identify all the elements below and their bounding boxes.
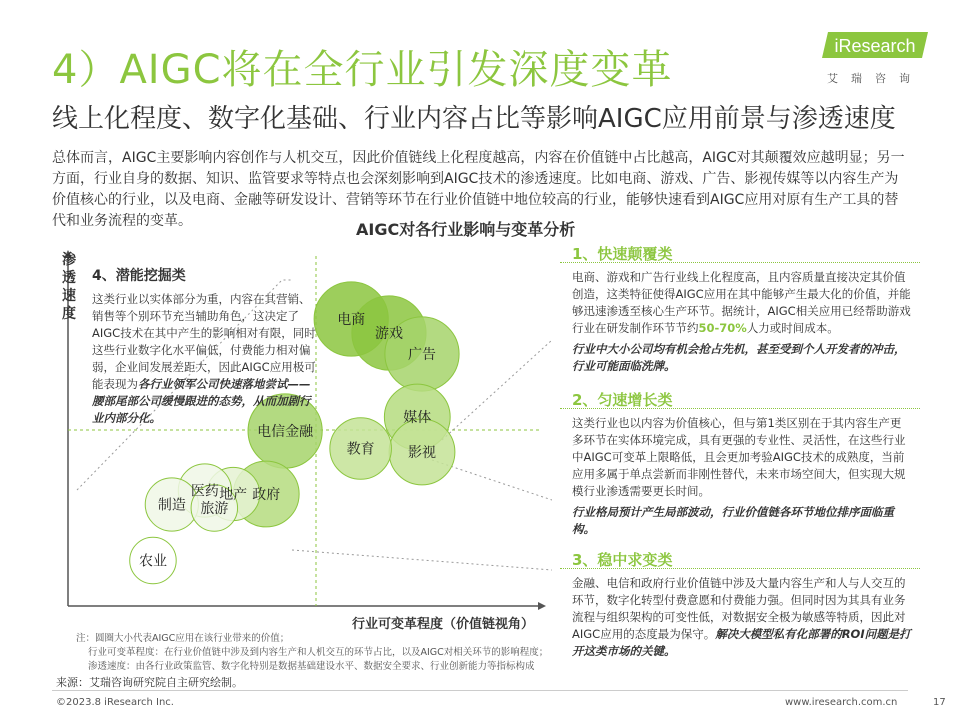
chart-title: AIGC对各行业影响与变革分析 — [356, 220, 576, 239]
note-line: 渗透速度：由各行业政策监管、数字化特别是数据基础建设水平、数据安全要求、行业创新能力等指标构成 — [88, 661, 535, 672]
section-2-body: 这类行业也以内容为价值核心，但与第1类区别在于其内容生产更多环节在实体环境完成，具有更强的专业性、灵活性，在这些行业中AIGC可变革上限略低，且会更加考验AIGC技术的成熟度，当前应用多属于单点尝新而非刚性替代，未来市场空间大，但实现大规模行业渗透需要更长时间。 — [572, 416, 906, 498]
section-1-body: 电商、游戏和广告行业线上化程度高，且内容质量直接决定其价值创造，这类特征使得AIGC应用在其中能够产生最大化的价值，并能够迅速渗透至核心生产环节。据统计，AIGC相关应用已经帮助游戏行业在研发制作环节节约 — [572, 270, 911, 335]
logo-mark — [820, 30, 930, 60]
note-line: 注：圆圈大小代表AIGC应用在该行业带来的价值； — [76, 633, 290, 644]
bubble-label: 游戏 — [374, 326, 403, 342]
bubble-label: 农业 — [138, 553, 167, 570]
section-2-emphasis: 行业格局预计产生局部波动，行业价值链各环节地位排序面临重构。 — [572, 505, 894, 536]
page-title: 4）AIGC将在全行业引发深度变革 — [52, 47, 673, 93]
bubble-label: 制造 — [157, 497, 186, 514]
copyright-text: ©2023.8 iResearch Inc. — [56, 697, 174, 708]
y-axis-label-3: 速 — [62, 288, 76, 304]
section-1 — [572, 246, 912, 375]
section-1-heading: 1、快速颠覆类 — [572, 245, 673, 263]
section-1-body-end: 人力或时间成本。 — [746, 321, 839, 335]
section-1-emphasis: 行业中大小公司均有机会抢占先机，甚至受到个人开发者的冲击，行业可能面临洗牌。 — [572, 342, 906, 373]
x-axis-label: 行业可变革程度（价值链视角） — [352, 617, 535, 630]
section-3-heading: 3、稳中求变类 — [572, 551, 673, 569]
intro-paragraph: 总体而言，AIGC主要影响内容创作与人机交互，因此价值链线上化程度越高，内容在价值链中占比越高，AIGC对其颠覆效应越明显；另一方面，行业自身的数据、知识、监管要求等特点也会深刻影响到AIGC技术的渗透速度。比如电商、游戏、广告、影视传媒等以内容生产为价值核心的行业，以及电商、金融等研发设计、营销等环节在行业价值链中地位较高的行业，能够快速看到AIGC应用对原有生产工具的替代和业务流程的变革。 — [52, 150, 905, 229]
website-link[interactable]: www.iresearch.com.cn — [785, 697, 898, 708]
bubble-label: 媒体 — [403, 410, 432, 426]
bubble-label: 地产 — [219, 487, 248, 503]
section-3-body: 金融、电信和政府行业价值链中涉及大量内容生产和人与人交互的环节，数字化转型付费意愿和付费能力强。但同时因为其具有业务流程与组织架构的可变性低，对数据安全极为敏感等特质，因此对AIGC应用的态度最为保守。 — [572, 576, 906, 641]
x-axis-arrow-icon — [538, 602, 546, 610]
bubble-label: 电商 — [337, 312, 366, 328]
logo-cn-text: 艾瑞咨询 — [827, 72, 923, 85]
quadrant-4-description — [92, 268, 317, 427]
section-2 — [572, 392, 912, 538]
source-line: 来源：艾瑞咨询研究院自主研究绘制。 — [56, 676, 243, 689]
bubble-label: 广告 — [408, 347, 436, 363]
quadrant-4-heading: 4、潜能挖掘类 — [92, 268, 186, 284]
section-2-heading: 2、匀速增长类 — [572, 391, 673, 409]
page-number: 17 — [933, 697, 946, 708]
s3-pointer-line — [292, 550, 552, 570]
y-axis-label-2: 透 — [62, 270, 76, 286]
bubble-label: 影视 — [408, 445, 436, 461]
bubble-label: 医药 — [190, 483, 219, 500]
quadrant-4-body: 这类行业以实体部分为重，内容在其营销、销售等个别环节充当辅助角色，这决定了AIGC技术在其中产生的影响相对有限，同时这些行业数字化水平偏低，付费能力相对偏弱，企业间发展差距大，因此AIGC应用极可能表现为 — [92, 292, 316, 391]
iresearch-logo — [820, 30, 930, 85]
note-line: 行业可变革程度：在行业价值链中涉及到内容生产和人机交互的环节占比，以及AIGC对相关环节的影响程度； — [88, 647, 549, 658]
section-1-highlight: 50-70% — [698, 321, 747, 335]
bubble-label: 政府 — [252, 487, 281, 503]
bubble-label: 教育 — [346, 441, 375, 458]
footer-divider — [52, 690, 908, 691]
y-axis-label-4: 度 — [62, 306, 76, 322]
section-3-emphasis: 解决大模型私有化部署的ROI问题是打开这类市场的关键。 — [572, 627, 911, 658]
logo-brand-text: iResearch — [834, 36, 916, 56]
chart-notes — [76, 632, 548, 674]
bubble-label: 旅游 — [200, 501, 229, 517]
page-subtitle: 线上化程度、数字化基础、行业内容占比等影响AIGC应用前景与渗透速度 — [52, 104, 896, 134]
quadrant-4-emphasis: 各行业领军公司快速落地尝试——腰部尾部公司缓慢跟进的态势，从而加剧行业内部分化。 — [92, 377, 311, 425]
bubble-label: 电信金融 — [257, 424, 314, 440]
y-axis-label-1: 渗 — [62, 252, 76, 268]
section-3 — [572, 552, 912, 660]
